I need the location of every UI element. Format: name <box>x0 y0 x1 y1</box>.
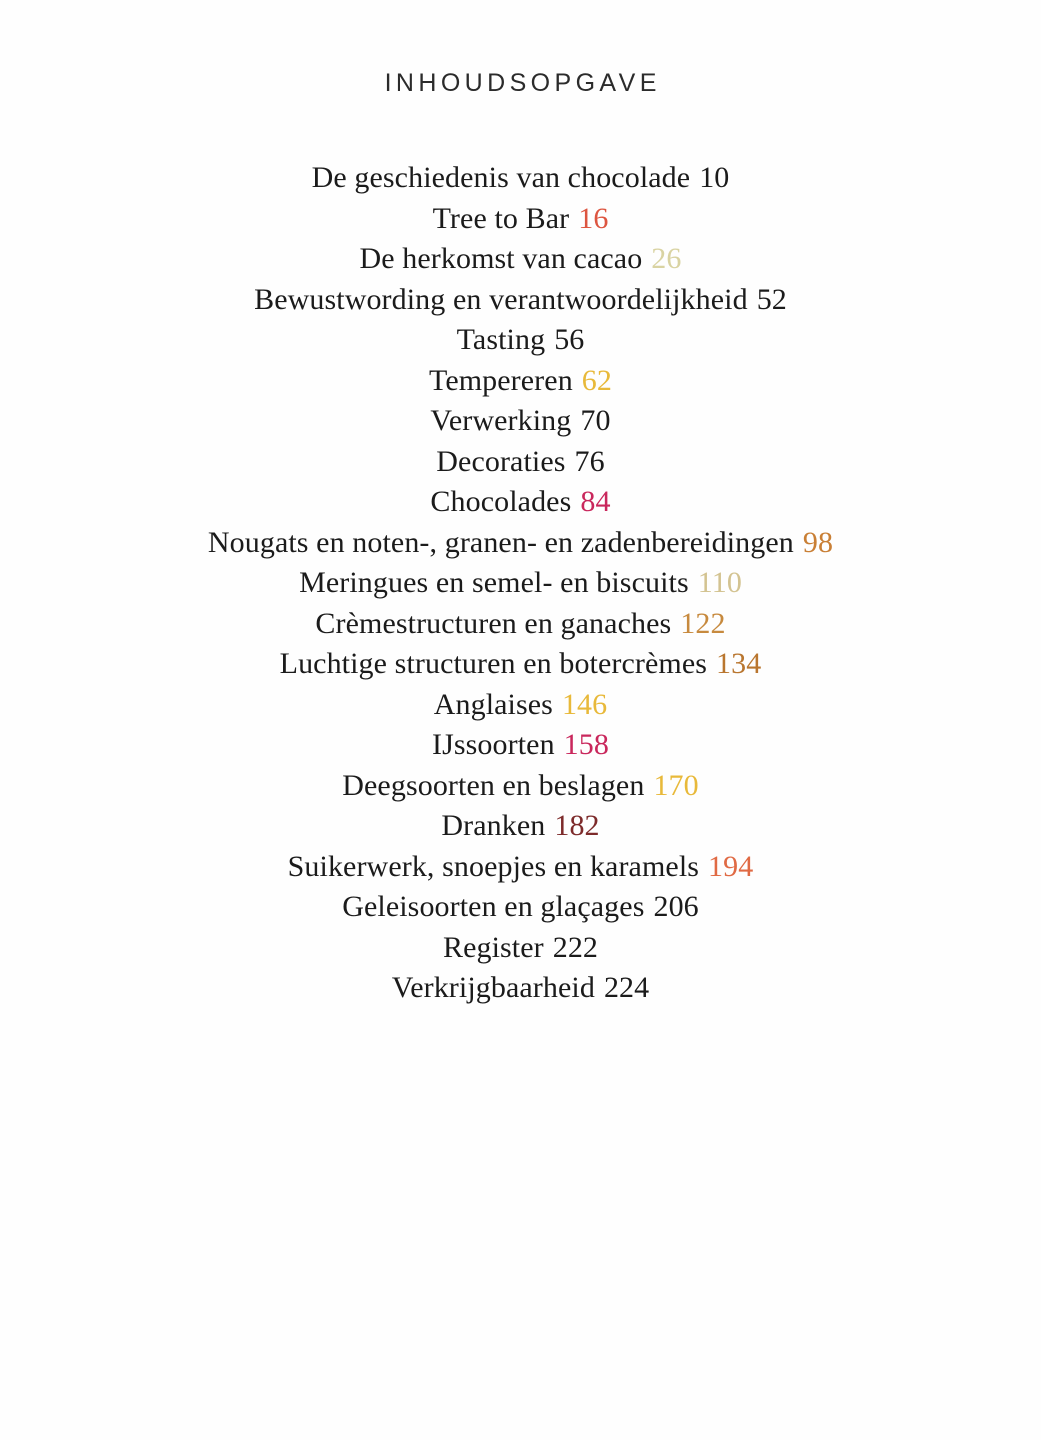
toc-entry[interactable] <box>0 766 1041 807</box>
toc-entry[interactable] <box>0 158 1041 199</box>
toc-entry-title: Verwerking <box>430 404 572 437</box>
toc-entry-page-number: 222 <box>552 930 599 964</box>
toc-entry-title: Tasting <box>456 323 546 356</box>
toc-entry[interactable] <box>0 685 1041 726</box>
toc-entry[interactable] <box>0 887 1041 928</box>
toc-entry[interactable] <box>0 239 1041 280</box>
toc-entry-page-number: 158 <box>563 728 609 761</box>
toc-entry[interactable] <box>0 563 1041 604</box>
toc-entry[interactable] <box>0 401 1041 442</box>
toc-entry-page-number: 62 <box>581 363 612 397</box>
toc-entry-page-number: 170 <box>653 768 699 802</box>
toc-entry-page-number: 182 <box>554 809 600 842</box>
toc-entry-title: Register <box>442 930 544 964</box>
toc-entry[interactable] <box>0 847 1041 888</box>
toc-entry-page-number: 52 <box>756 282 787 316</box>
toc-entry[interactable] <box>0 604 1041 645</box>
page-title: INHOUDSOPGAVE <box>384 68 661 97</box>
toc-entry-title: De geschiedenis van chocolade <box>311 161 691 194</box>
toc-entry-title: Crèmestructuren en ganaches <box>315 606 672 640</box>
toc-entry-title: Geleisoorten en glaçages <box>342 890 645 923</box>
toc-entry-title: Verkrijgbaarheid <box>391 971 595 1004</box>
toc-entry-page-number: 26 <box>651 242 682 275</box>
toc-entry-title: Nougats en noten-, granen- en zadenbereidingen <box>207 525 794 559</box>
toc-entry-page-number: 76 <box>574 444 605 478</box>
toc-entry-page-number: 16 <box>578 201 609 235</box>
toc-list <box>0 158 1041 1009</box>
toc-entry[interactable] <box>0 806 1041 847</box>
toc-entry-title: Suikerwerk, snoepjes en karamels <box>287 849 700 883</box>
toc-entry-title: Dranken <box>441 809 546 842</box>
toc-entry-title: Luchtige structuren en botercrèmes <box>279 647 708 680</box>
toc-entry[interactable] <box>0 442 1041 483</box>
toc-entry-title: De herkomst van cacao <box>359 242 643 275</box>
toc-entry[interactable] <box>0 968 1041 1009</box>
toc-entry[interactable] <box>0 644 1041 685</box>
toc-entry-page-number: 134 <box>716 647 762 680</box>
toc-entry-title: Meringues en semel- en biscuits <box>299 566 689 599</box>
toc-entry-page-number: 84 <box>580 485 611 518</box>
toc-entry-page-number: 122 <box>680 606 726 640</box>
toc-entry-title: Chocolades <box>430 485 572 518</box>
toc-entry-title: Tempereren <box>428 363 573 397</box>
toc-entry-title: Tree to Bar <box>432 201 570 235</box>
toc-entry-page-number: 56 <box>554 323 585 356</box>
toc-entry[interactable] <box>0 482 1041 523</box>
toc-entry[interactable] <box>0 523 1041 564</box>
toc-entry[interactable] <box>0 280 1041 321</box>
toc-entry[interactable] <box>0 361 1041 402</box>
toc-entry-title: Deegsoorten en beslagen <box>342 768 645 802</box>
toc-entry-page-number: 146 <box>561 687 608 721</box>
toc-entry-title: Decoraties <box>436 444 566 478</box>
toc-entry[interactable] <box>0 725 1041 766</box>
toc-entry-page-number: 70 <box>580 404 611 437</box>
toc-entry-title: IJssoorten <box>432 728 555 761</box>
toc-entry-title: Anglaises <box>433 687 553 721</box>
toc-entry-page-number: 10 <box>699 161 730 194</box>
toc-entry[interactable] <box>0 199 1041 240</box>
toc-entry-page-number: 98 <box>802 525 834 559</box>
toc-entry-page-number: 206 <box>653 890 699 923</box>
toc-entry-page-number: 194 <box>708 849 754 883</box>
toc-entry[interactable] <box>0 320 1041 361</box>
toc-entry[interactable] <box>0 928 1041 969</box>
toc-entry-page-number: 224 <box>603 971 650 1004</box>
toc-entry-page-number: 110 <box>697 566 742 599</box>
toc-entry-title: Bewustwording en verantwoordelijkheid <box>254 282 748 316</box>
